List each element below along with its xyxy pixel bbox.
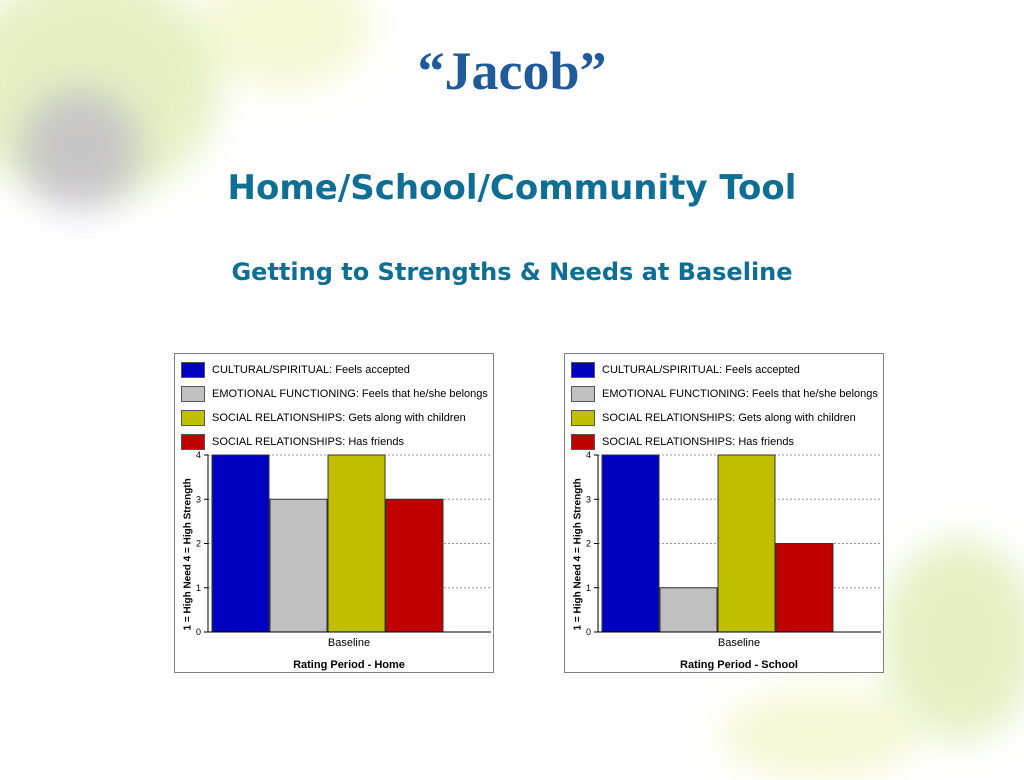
- bar: [328, 455, 385, 632]
- y-tick-label: 2: [585, 538, 591, 549]
- bar: [718, 455, 775, 632]
- chart-plot: [565, 354, 885, 674]
- x-tick-label: Baseline: [327, 637, 371, 649]
- x-axis-title: Rating Period - School: [680, 659, 798, 671]
- chart-school: [564, 353, 884, 673]
- x-axis-title: Rating Period - Home: [293, 659, 405, 671]
- chart-plot: [175, 354, 495, 674]
- y-tick-label: 4: [585, 450, 591, 460]
- bar: [776, 544, 833, 633]
- slide-heading: Getting to Strengths & Needs at Baseline: [231, 258, 793, 286]
- legend-label: SOCIAL RELATIONSHIPS: Has friends: [602, 436, 794, 448]
- bar: [602, 455, 659, 632]
- y-tick-label: 1: [585, 582, 591, 593]
- slide-title: “Jacob”: [417, 41, 607, 101]
- slide-subtitle: Home/School/Community Tool: [227, 168, 797, 208]
- x-tick-label: Baseline: [717, 637, 761, 649]
- y-tick-label: 4: [195, 450, 201, 460]
- bar: [660, 588, 717, 632]
- bar: [386, 499, 443, 632]
- y-tick-label: 0: [195, 627, 201, 637]
- y-tick-label: 3: [585, 494, 591, 505]
- y-tick-label: 2: [195, 538, 201, 549]
- y-axis-title: 1 = High Need 4 = High Strength: [572, 478, 584, 631]
- y-axis-title: 1 = High Need 4 = High Strength: [182, 478, 194, 631]
- background-decoration-bottom: [720, 690, 920, 780]
- y-tick-label: 0: [585, 627, 591, 637]
- legend-label: CULTURAL/SPIRITUAL: Feels accepted: [212, 364, 410, 376]
- legend-label: SOCIAL RELATIONSHIPS: Has friends: [212, 436, 404, 448]
- legend-label: SOCIAL RELATIONSHIPS: Gets along with children: [212, 412, 466, 424]
- y-tick-label: 3: [195, 494, 201, 505]
- legend-label: SOCIAL RELATIONSHIPS: Gets along with children: [602, 412, 856, 424]
- bar: [270, 499, 327, 632]
- legend-label: CULTURAL/SPIRITUAL: Feels accepted: [602, 364, 800, 376]
- legend-label: EMOTIONAL FUNCTIONING: Feels that he/she belongs: [602, 388, 878, 400]
- chart-home: [174, 353, 494, 673]
- legend-label: EMOTIONAL FUNCTIONING: Feels that he/she belongs: [212, 388, 488, 400]
- bar: [212, 455, 269, 632]
- y-tick-label: 1: [195, 582, 201, 593]
